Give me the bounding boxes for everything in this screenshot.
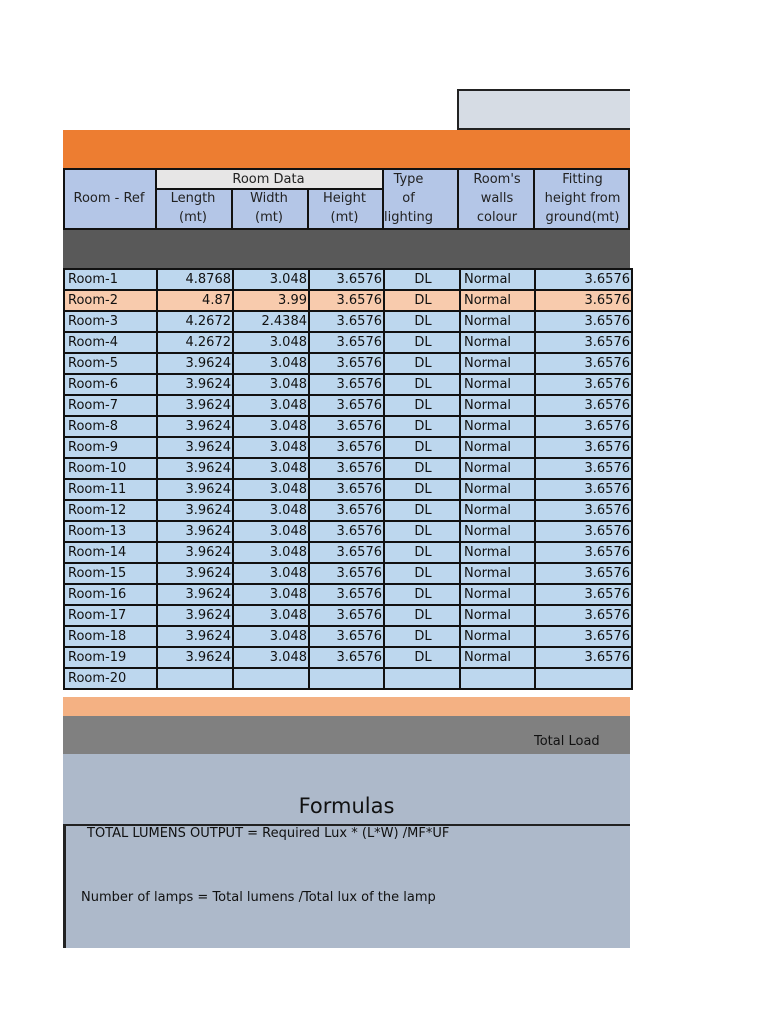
cell-fitting-height[interactable]: 3.6576 (535, 605, 632, 626)
cell-lighting-type[interactable]: DL (384, 269, 460, 290)
header-type-line2: of (402, 191, 415, 206)
cell-lighting-type[interactable]: DL (384, 542, 460, 563)
cell-length[interactable]: 3.9624 (157, 374, 233, 395)
cell-room-ref[interactable]: Room-2 (64, 290, 157, 311)
cell-wall-colour[interactable] (460, 668, 535, 689)
cell-lighting-type[interactable]: DL (384, 416, 460, 437)
cell-length[interactable]: 3.9624 (157, 542, 233, 563)
table-row (64, 479, 632, 500)
header-height-line1: Height (323, 191, 366, 206)
cell-lighting-type[interactable]: DL (384, 437, 460, 458)
table-row (64, 353, 632, 374)
cell-lighting-type[interactable]: DL (384, 584, 460, 605)
cell-wall-colour[interactable]: Normal (460, 605, 535, 626)
table-row (64, 500, 632, 521)
cell-lighting-type[interactable]: DL (384, 332, 460, 353)
cell-lighting-type[interactable]: DL (384, 353, 460, 374)
cell-room-ref[interactable]: Room-11 (64, 479, 157, 500)
table-row (64, 626, 632, 647)
cell-length[interactable]: 3.9624 (157, 521, 233, 542)
cell-width[interactable]: 3.99 (233, 290, 309, 311)
cell-width[interactable]: 3.048 (233, 500, 309, 521)
cell-fitting-height[interactable]: 3.6576 (535, 521, 632, 542)
cell-length[interactable]: 4.8768 (157, 269, 233, 290)
cell-room-ref[interactable]: Room-10 (64, 458, 157, 479)
cell-fitting-height[interactable]: 3.6576 (535, 584, 632, 605)
cell-length[interactable]: 3.9624 (157, 647, 233, 668)
cell-lighting-type[interactable] (384, 668, 460, 689)
cell-lighting-type[interactable]: DL (384, 395, 460, 416)
table-row (64, 311, 632, 332)
formula-lamps: Number of lamps = Total lumens /Total lux of the lamp (81, 890, 436, 905)
cell-room-ref[interactable]: Room-1 (64, 269, 157, 290)
cell-room-ref[interactable]: Room-7 (64, 395, 157, 416)
cell-width[interactable]: 3.048 (233, 521, 309, 542)
cell-wall-colour[interactable]: Normal (460, 269, 535, 290)
cell-wall-colour[interactable]: Normal (460, 311, 535, 332)
cell-height[interactable]: 3.6576 (309, 626, 384, 647)
cell-height[interactable]: 3.6576 (309, 290, 384, 311)
header-walls-line1: Room's (473, 172, 521, 187)
cell-lighting-type[interactable]: DL (384, 521, 460, 542)
cell-length[interactable]: 3.9624 (157, 563, 233, 584)
table-row (64, 542, 632, 563)
cell-width[interactable]: 3.048 (233, 626, 309, 647)
room-data-table (63, 268, 633, 690)
cell-length[interactable]: 3.9624 (157, 605, 233, 626)
cell-fitting-height[interactable]: 3.6576 (535, 416, 632, 437)
table-row (64, 563, 632, 584)
header-width-line1: Width (250, 191, 288, 206)
header-length (155, 189, 231, 227)
header-length-line2: (mt) (179, 210, 207, 225)
cell-fitting-height[interactable]: 3.6576 (535, 269, 632, 290)
table-row (64, 584, 632, 605)
cell-width[interactable] (233, 668, 309, 689)
cell-length[interactable] (157, 668, 233, 689)
cell-length[interactable]: 3.9624 (157, 353, 233, 374)
cell-length[interactable]: 3.9624 (157, 395, 233, 416)
cell-height[interactable]: 3.6576 (309, 437, 384, 458)
table-row (64, 395, 632, 416)
cell-height[interactable]: 3.6576 (309, 500, 384, 521)
cell-height[interactable] (309, 668, 384, 689)
header-length-line1: Length (170, 191, 216, 206)
header-width-line2: (mt) (255, 210, 283, 225)
cell-height[interactable]: 3.6576 (309, 479, 384, 500)
cell-width[interactable]: 3.048 (233, 458, 309, 479)
cell-width[interactable]: 3.048 (233, 353, 309, 374)
cell-wall-colour[interactable]: Normal (460, 479, 535, 500)
cell-length[interactable]: 3.9624 (157, 479, 233, 500)
cell-room-ref[interactable]: Room-14 (64, 542, 157, 563)
cell-height[interactable]: 3.6576 (309, 584, 384, 605)
header-fitting-line1: Fitting (562, 172, 603, 187)
cell-room-ref[interactable]: Room-9 (64, 437, 157, 458)
cell-width[interactable]: 3.048 (233, 437, 309, 458)
cell-wall-colour[interactable]: Normal (460, 626, 535, 647)
cell-width[interactable]: 2.4384 (233, 311, 309, 332)
cell-fitting-height[interactable]: 3.6576 (535, 479, 632, 500)
cell-width[interactable]: 3.048 (233, 479, 309, 500)
cell-wall-colour[interactable]: Normal (460, 542, 535, 563)
orange-banner (63, 130, 630, 168)
cell-wall-colour[interactable]: Normal (460, 458, 535, 479)
cell-lighting-type[interactable]: DL (384, 479, 460, 500)
formula-lumens: TOTAL LUMENS OUTPUT = Required Lux * (L*W) /MF*UF (87, 826, 450, 841)
cell-fitting-height[interactable]: 3.6576 (535, 374, 632, 395)
cell-width[interactable]: 3.048 (233, 332, 309, 353)
table-row (64, 374, 632, 395)
cell-fitting-height[interactable]: 3.6576 (535, 458, 632, 479)
cell-fitting-height[interactable]: 3.6576 (535, 563, 632, 584)
table-row (64, 416, 632, 437)
title-box (457, 89, 630, 130)
cell-width[interactable]: 3.048 (233, 605, 309, 626)
cell-length[interactable]: 3.9624 (157, 458, 233, 479)
cell-height[interactable]: 3.6576 (309, 416, 384, 437)
cell-lighting-type[interactable]: DL (384, 311, 460, 332)
cell-room-ref[interactable]: Room-20 (64, 668, 157, 689)
cell-wall-colour[interactable]: Normal (460, 521, 535, 542)
header-height-line2: (mt) (330, 210, 359, 225)
cell-width[interactable]: 3.048 (233, 395, 309, 416)
cell-fitting-height[interactable] (535, 668, 632, 689)
formulas-box (63, 824, 630, 948)
cell-height[interactable]: 3.6576 (309, 269, 384, 290)
header-height (307, 189, 382, 227)
total-load-label: Total Load (534, 734, 600, 749)
table-row (64, 521, 632, 542)
cell-height[interactable]: 3.6576 (309, 647, 384, 668)
header-fitting (535, 170, 630, 227)
table-row (64, 605, 632, 626)
cell-width[interactable]: 3.048 (233, 584, 309, 605)
cell-width[interactable]: 3.048 (233, 269, 309, 290)
cell-height[interactable]: 3.6576 (309, 332, 384, 353)
cell-fitting-height[interactable]: 3.6576 (535, 332, 632, 353)
cell-room-ref[interactable]: Room-15 (64, 563, 157, 584)
cell-height[interactable]: 3.6576 (309, 395, 384, 416)
cell-fitting-height[interactable]: 3.6576 (535, 395, 632, 416)
table-row (64, 290, 632, 311)
cell-lighting-type[interactable]: DL (384, 458, 460, 479)
cell-room-ref[interactable]: Room-8 (64, 416, 157, 437)
cell-width[interactable]: 3.048 (233, 374, 309, 395)
cell-height[interactable]: 3.6576 (309, 311, 384, 332)
cell-height[interactable]: 3.6576 (309, 563, 384, 584)
table-row (64, 647, 632, 668)
cell-wall-colour[interactable]: Normal (460, 437, 535, 458)
cell-fitting-height[interactable]: 3.6576 (535, 542, 632, 563)
cell-lighting-type[interactable]: DL (384, 626, 460, 647)
table-row (64, 269, 632, 290)
cell-fitting-height[interactable]: 3.6576 (535, 311, 632, 332)
cell-lighting-type[interactable]: DL (384, 500, 460, 521)
cell-width[interactable]: 3.048 (233, 542, 309, 563)
header-walls (459, 170, 535, 227)
cell-wall-colour[interactable]: Normal (460, 374, 535, 395)
header-room-data: Room Data (232, 172, 305, 187)
header-width (231, 189, 307, 227)
cell-wall-colour[interactable]: Normal (460, 395, 535, 416)
cell-wall-colour[interactable]: Normal (460, 353, 535, 374)
cell-room-ref[interactable]: Room-3 (64, 311, 157, 332)
cell-height[interactable]: 3.6576 (309, 542, 384, 563)
cell-lighting-type[interactable]: DL (384, 374, 460, 395)
table-row (64, 458, 632, 479)
dark-band (63, 230, 630, 268)
cell-wall-colour[interactable]: Normal (460, 290, 535, 311)
table-row (64, 668, 632, 689)
cell-room-ref[interactable]: Room-18 (64, 626, 157, 647)
cell-width[interactable]: 3.048 (233, 647, 309, 668)
cell-length[interactable]: 4.87 (157, 290, 233, 311)
cell-lighting-type[interactable]: DL (384, 647, 460, 668)
cell-room-ref[interactable]: Room-13 (64, 521, 157, 542)
cell-width[interactable]: 3.048 (233, 563, 309, 584)
cell-length[interactable]: 3.9624 (157, 416, 233, 437)
table-row (64, 332, 632, 353)
formulas-title: Formulas (298, 794, 395, 818)
cell-room-ref[interactable]: Room-4 (64, 332, 157, 353)
header-type-line3: lighting (384, 210, 433, 225)
header-room-ref: Room - Ref (73, 191, 145, 206)
cell-wall-colour[interactable]: Normal (460, 563, 535, 584)
header-fitting-line3: ground(mt) (545, 210, 620, 225)
cell-length[interactable]: 3.9624 (157, 626, 233, 647)
cell-room-ref[interactable]: Room-19 (64, 647, 157, 668)
cell-width[interactable]: 3.048 (233, 416, 309, 437)
cell-length[interactable]: 4.2672 (157, 311, 233, 332)
cell-length[interactable]: 3.9624 (157, 437, 233, 458)
cell-length[interactable]: 3.9624 (157, 500, 233, 521)
cell-wall-colour[interactable]: Normal (460, 647, 535, 668)
cell-lighting-type[interactable]: DL (384, 290, 460, 311)
cell-room-ref[interactable]: Room-5 (64, 353, 157, 374)
header-type-line1: Type (393, 172, 424, 187)
cell-fitting-height[interactable]: 3.6576 (535, 500, 632, 521)
cell-fitting-height[interactable]: 3.6576 (535, 647, 632, 668)
header-fitting-line2: height from (544, 191, 621, 206)
cell-room-ref[interactable]: Room-16 (64, 584, 157, 605)
cell-room-ref[interactable]: Room-17 (64, 605, 157, 626)
cell-lighting-type[interactable]: DL (384, 605, 460, 626)
cell-fitting-height[interactable]: 3.6576 (535, 437, 632, 458)
cell-fitting-height[interactable]: 3.6576 (535, 290, 632, 311)
cell-wall-colour[interactable]: Normal (460, 584, 535, 605)
cell-height[interactable]: 3.6576 (309, 458, 384, 479)
cell-height[interactable]: 3.6576 (309, 374, 384, 395)
cell-wall-colour[interactable]: Normal (460, 416, 535, 437)
cell-lighting-type[interactable]: DL (384, 563, 460, 584)
cell-wall-colour[interactable]: Normal (460, 500, 535, 521)
cell-length[interactable]: 4.2672 (157, 332, 233, 353)
table-row (64, 437, 632, 458)
cell-height[interactable]: 3.6576 (309, 353, 384, 374)
cell-height[interactable]: 3.6576 (309, 521, 384, 542)
cell-length[interactable]: 3.9624 (157, 584, 233, 605)
cell-room-ref[interactable]: Room-12 (64, 500, 157, 521)
cell-height[interactable]: 3.6576 (309, 605, 384, 626)
header-walls-line3: colour (476, 210, 518, 225)
peach-band (63, 697, 630, 716)
cell-fitting-height[interactable]: 3.6576 (535, 353, 632, 374)
cell-fitting-height[interactable]: 3.6576 (535, 626, 632, 647)
cell-wall-colour[interactable]: Normal (460, 332, 535, 353)
header-type (382, 170, 435, 227)
header-divider (155, 188, 382, 190)
header-walls-line2: walls (480, 191, 514, 206)
cell-room-ref[interactable]: Room-6 (64, 374, 157, 395)
